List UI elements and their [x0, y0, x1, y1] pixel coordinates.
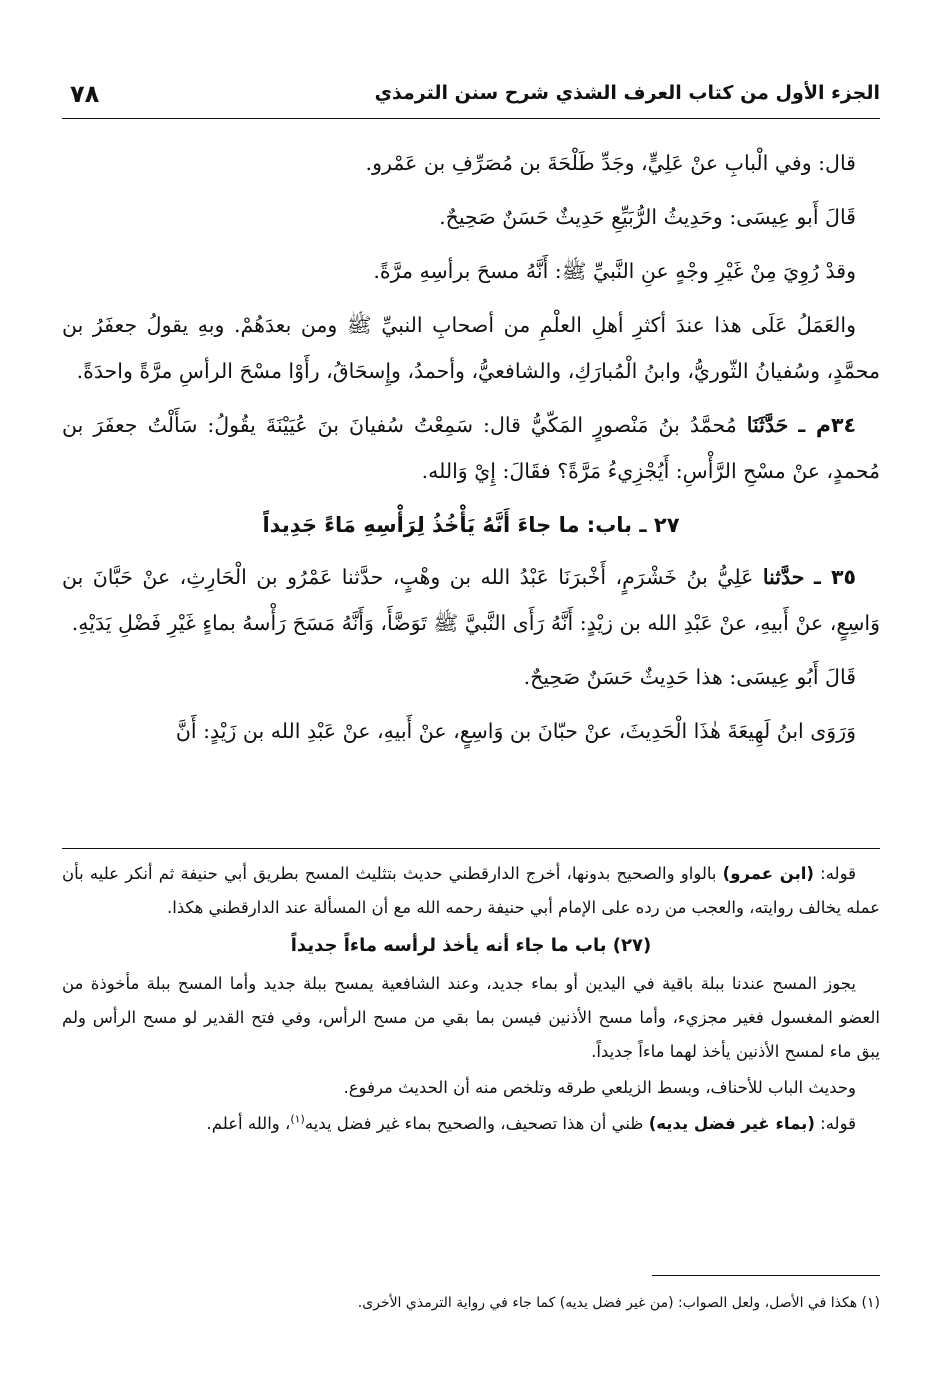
commentary-heading: (٢٧) باب ما جاء أنه يأخذ لرأسه ماءاً جديداً: [290, 935, 652, 956]
paragraph: والعَمَلُ عَلَى هذا عندَ أكثرِ أهلِ العلْمِ من أصحابِ النبيِّ ﷺ ومن بعدَهُمْ. وبهِ يقولُ جعفَرُ بن محمَّدٍ، وسُفيانُ الثّوريُّ، وابنُ الْمُبارَكِ، والشافعيُّ، وأحمدُ، وإِسحَاقُ، رأَوْا مسْحَ الرأسِ مرَّةً واحدَةً.: [62, 313, 880, 383]
footnote: (١) هكذا في الأصل، ولعل الصواب: (من غير فضل يديه) كما جاء في رواية الترمذي الأخرى.: [357, 1295, 880, 1311]
commentary-text: بالواو والصحيح بدونها، أخرج الدارقطني حديث بتثليث المسح بطريق أبي حنيفة ثم أنكر عليه بأن عمله يخالف روايته، والعجب من رده على الإمام أبي حنيفة رحمه الله مع أن المسألة عند الدارقطني هكذا.: [62, 864, 880, 917]
commentary-quote: (ابن عمرو): [722, 864, 814, 883]
commentary-lead: قوله:: [820, 864, 856, 883]
commentary-paragraph: [62, 857, 880, 925]
paragraph: قَالَ أَبُو عِيسَى: هذا حَدِيثٌ حَسَنٌ صَحِيحٌ.: [523, 665, 856, 689]
footnote-divider: [652, 1275, 880, 1276]
main-text: [62, 140, 880, 762]
hadith-34m: [62, 402, 880, 494]
page-header: [62, 78, 880, 119]
hadith-number: ٣٥ ـ: [813, 565, 856, 589]
hadith-lead: حَدَّثَنَا: [746, 413, 789, 437]
commentary-paragraph: [62, 1107, 880, 1141]
commentary-text-end: ، والله أعلم.: [206, 1114, 291, 1133]
commentary-quote: (بماء غير فضل يديه): [648, 1114, 815, 1133]
paragraph: وَرَوَى ابنُ لَهِيعَةَ هٰذَا الْحَدِيثَ، عنْ حبّانَ بن وَاسِعٍ، عنْ أَبيهِ، عنْ عَبْدِ الله بن زَيْدٍ: أَنَّ: [175, 719, 856, 743]
hadith-35: [62, 554, 880, 646]
footnote-ref: (١): [290, 1112, 305, 1126]
hadith-lead: حدَّثنا: [762, 565, 805, 589]
paragraph: وقدْ رُوِيَ مِنْ غَيْرِ وجْهٍ عنِ النَّبيِّ ﷺ: أَنَّهُ مسحَ برأسِهِ مرَّةً.: [373, 259, 856, 283]
commentary: [62, 848, 880, 1143]
chapter-heading: ٢٧ ـ باب: ما جاءَ أَنَّهُ يَأْخُذُ لِرَأْسِهِ مَاءً جَدِيداً: [262, 513, 680, 537]
paragraph: قَالَ أَبو عِيسَى: وحَدِيثُ الرُّبَيِّعِ حَدِيثٌ حَسَنٌ صَحِيحٌ.: [439, 205, 856, 229]
hadith-number: ٣٤م ـ: [798, 413, 856, 437]
running-title: الجزء الأول من كتاب العرف الشذي شرح سنن الترمذي: [374, 82, 880, 104]
commentary-paragraph: وحديث الباب للأحناف، وبسط الزيلعي طرقه وتلخص منه أن الحديث مرفوع.: [343, 1078, 856, 1097]
hadith-text: عَلِيُّ بنُ خَشْرَمٍ، أَخْبرَنَا عَبْدُ الله بن وهْبٍ، حدَّثنا عَمْرُو بن الْحَارِثِ، عنْ حَبَّانَ بن وَاسِعٍ، عنْ أَبيهِ، عنْ عَبْدِ الله بن زيْدٍ: أَنَّهُ رَأَى النَّبيَّ ﷺ تَوَضَّأَ، وَأَنَّهُ مَسَحَ رَأْسهُ بماءٍ غَيْرِ فَضْلِ يَدَيْهِ.: [62, 565, 880, 635]
hadith-text: مُحمَّدُ بنُ مَنْصورٍ المَكّيُّ قال: سَمِعْتُ سُفيانَ بنَ عُيَيْنَةَ يقُولُ: سَأَلْتُ جعفَرَ بن مُحمدٍ، عنْ مسْحِ الرَّأْسِ: أَيُجْزِيءُ مَرَّةً؟ فقَالَ: إِيْ وَالله.: [62, 413, 880, 483]
commentary-paragraph: يجوز المسح عندنا ببلة باقية في اليدين أو بماء جديد، وعند الشافعية يمسح ببلة جديد وأما المسح ببلة مأخوذة من العضو المغسول فغير مجزيء، وأما مسح الأذنين فيسن بما بقي من مسح الرأس، وفي فتح القدير لو مسح الرأس ولم يبق ماء لمسح الأذنين يأخذ لهما ماءاً جديداً.: [62, 974, 880, 1061]
commentary-text: ظني أن هذا تصحيف، والصحيح بماء غير فضل يديه: [304, 1114, 644, 1133]
paragraph: قال: وفي الْبابِ عنْ عَلِيٍّ، وجَدِّ طَلْحَةَ بن مُصَرِّفِ بن عَمْرو.: [365, 151, 856, 175]
commentary-lead: قوله:: [820, 1114, 856, 1133]
page-number: ٧٨: [70, 80, 100, 108]
